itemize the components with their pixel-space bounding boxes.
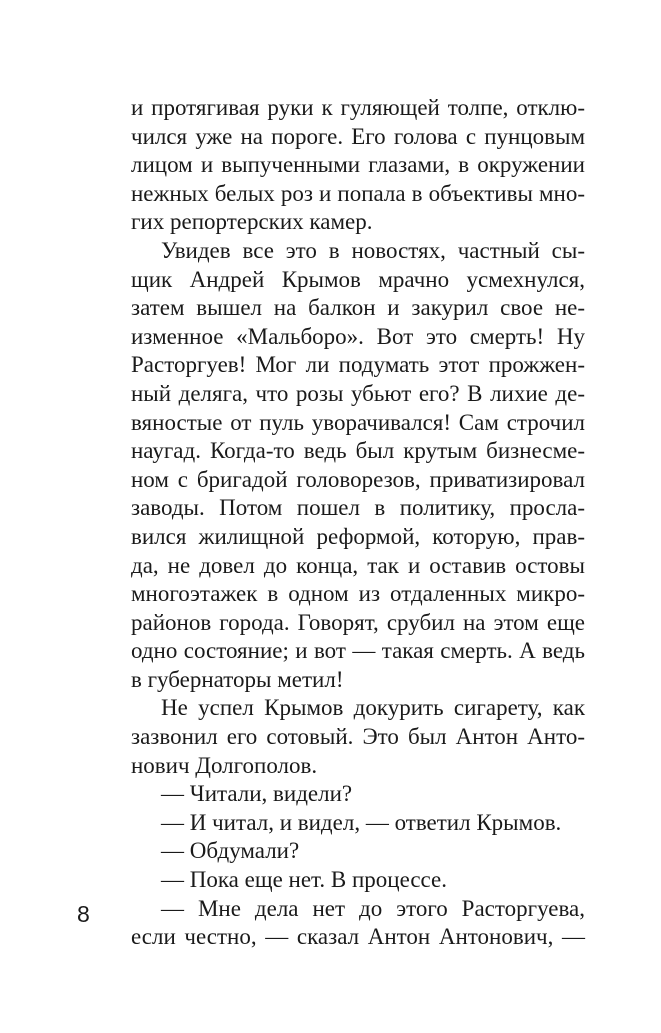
text-line: щик Андрей Крымов мрачно усмехнулся,: [131, 266, 585, 292]
text-line: одно состояние; и вот — такая смерть. А ведь: [131, 638, 585, 664]
text-line: да, не довел до конца, так и оставив остовы: [131, 552, 585, 578]
text-line: Увидев все это в новостях, частный сы-: [161, 237, 585, 263]
text-line: ный деляга, что розы убьют его? В лихие де-: [131, 380, 585, 406]
text-line: — И читал, и видел, — ответил Крымов.: [161, 809, 562, 835]
text-line: если честно, — сказал Антон Антонович, —: [131, 924, 585, 950]
text-line: районов города. Говорят, срубил на этом еще: [131, 609, 585, 635]
text-line: ном с бригадой головорезов, приватизировал: [131, 466, 585, 492]
text-line: зазвонил его сотовый. Это был Антон Анто-: [131, 724, 585, 750]
text-line: вяностые от пуль уворачивался! Сам строчил: [131, 409, 585, 435]
text-line: заводы. Потом пошел в политику, просла-: [131, 495, 585, 521]
text-line: чился уже на пороге. Его голова с пунцовым: [131, 123, 585, 149]
text-line: затем вышел на балкон и закурил свое не-: [131, 295, 585, 321]
text-line: гих репортерских камер.: [131, 209, 373, 235]
text-line: — Пока еще нет. В процессе.: [161, 867, 448, 893]
text-line: и протягивая руки к гуляющей толпе, отклю-: [131, 95, 585, 120]
text-line: Не успел Крымов докурить сигарету, как: [161, 695, 585, 721]
text-line: — Мне дела нет до этого Расторгуева,: [161, 895, 585, 921]
text-line: изменное «Мальборо». Вот это смерть! Ну: [131, 323, 585, 349]
text-line: нежных белых роз и попала в объективы мно-: [131, 180, 585, 206]
text-line: — Обдумали?: [161, 838, 300, 864]
text-line: в губернаторы метил!: [131, 666, 344, 692]
text-line: многоэтажек в одном из отдаленных микро-: [131, 581, 585, 607]
text-line: нович Долгополов.: [131, 752, 318, 778]
text-line: Расторгуев! Мог ли подумать этот прожжен-: [131, 352, 585, 378]
text-line: наугад. Когда-то ведь был крутым бизнесме-: [131, 438, 585, 464]
page-number: 8: [77, 901, 90, 927]
text-line: лицом и выпученными глазами, в окружении: [131, 152, 585, 178]
body-text: [131, 94, 585, 952]
text-line: вился жилищной реформой, которую, прав-: [131, 523, 585, 549]
text-line: — Читали, видели?: [161, 781, 353, 807]
